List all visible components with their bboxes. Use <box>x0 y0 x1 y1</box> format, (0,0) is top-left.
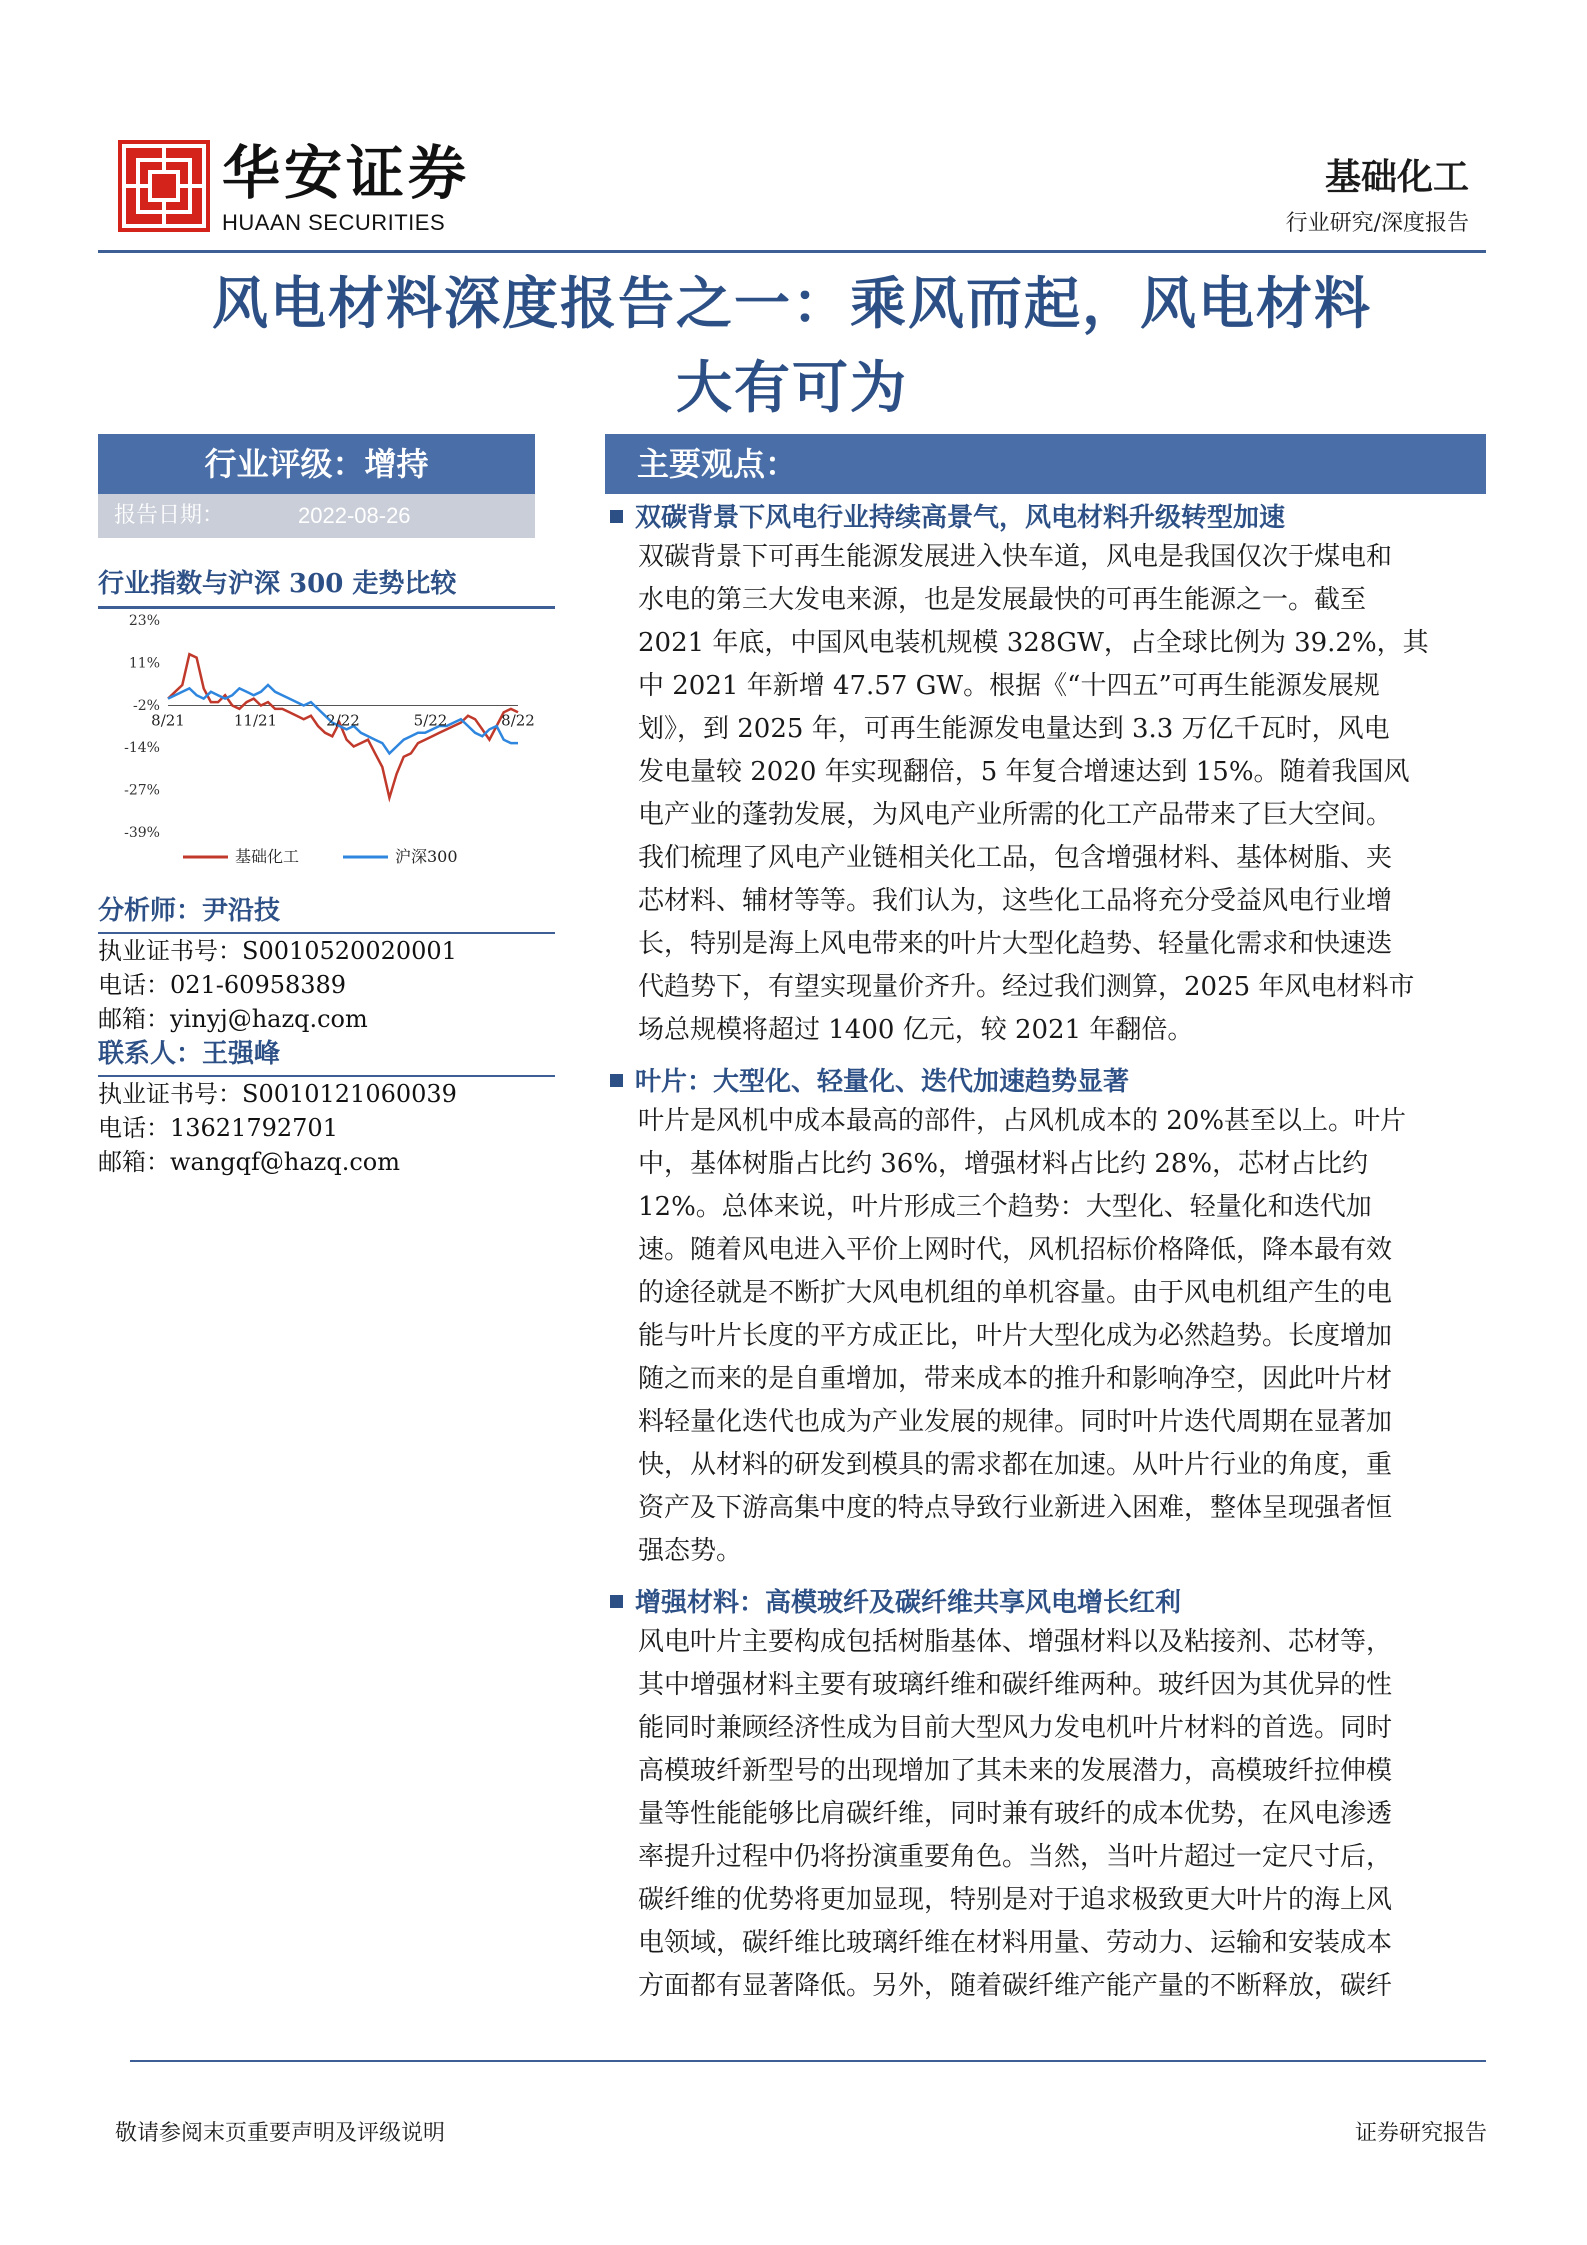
section-2-paragraph <box>610 1100 1462 1573</box>
para-line: 量等性能能够比肩碳纤维，同时兼有玻纤的成本优势，在风电渗透 <box>638 1799 1393 1829</box>
x-tick-label: 8/21 <box>151 711 185 730</box>
para-line: 率提升过程中仍将扮演重要角色。当然，当叶片超过一定尺寸后， <box>638 1842 1393 1872</box>
report-date-bar <box>98 494 535 538</box>
para-line: 电产业的蓬勃发展，为风电产业所需的化工产品带来了巨大空间。 <box>638 800 1393 830</box>
logo-english-name: HUAAN SECURITIES <box>222 210 446 235</box>
para-line: 强态势。 <box>638 1536 743 1566</box>
x-tick-label: 5/22 <box>413 711 448 730</box>
para-line: 风电叶片主要构成包括树脂基体、增强材料以及粘接剂、芯材等， <box>638 1627 1393 1657</box>
para-line: 其中增强材料主要有玻璃纤维和碳纤维两种。玻纤因为其优异的性 <box>638 1670 1393 1700</box>
report-title <box>98 262 1486 430</box>
report-type: 行业研究/深度报告 <box>1285 211 1469 236</box>
analyst-phone: 电话：021-60958389 <box>98 971 347 999</box>
title-line-1: 风电材料深度报告之一：乘风而起，风电材料 <box>212 271 1372 337</box>
report-date-value: 2022-08-26 <box>298 503 411 528</box>
para-line: 方面都有显著降低。另外，随着碳纤维产能产量的不断释放，碳纤 <box>638 1971 1393 2001</box>
section-2-heading-text: 叶片：大型化、轻量化、迭代加速趋势显著 <box>635 1067 1130 1097</box>
legend-label: 基础化工 <box>235 847 300 866</box>
para-line: 代趋势下，有望实现量价齐升。经过我们测算，2025 年风电材料市 <box>638 972 1415 1002</box>
para-line: 中 2021 年新增 47.57 GW。根据《“十四五”可再生能源发展规 <box>638 671 1380 701</box>
para-line: 叶片是风机中成本最高的部件，占风机成本的 20%甚至以上。叶片 <box>638 1106 1407 1136</box>
footer-report-label: 证券研究报告 <box>1354 2121 1487 2146</box>
section-1-paragraph <box>610 536 1462 1052</box>
section-1-heading-text: 双碳背景下风电行业持续高景气，风电材料升级转型加速 <box>635 503 1286 533</box>
para-line: 芯材料、辅材等等。我们认为，这些化工品将充分受益风电行业增 <box>638 886 1393 916</box>
para-line: 料轻量化迭代也成为产业发展的规律。同时叶片迭代周期在显著加 <box>638 1407 1393 1437</box>
title-line-2: 大有可为 <box>676 355 908 421</box>
chart-heading-underline <box>98 606 555 609</box>
bullet-square-icon <box>610 1595 623 1608</box>
para-line: 能与叶片长度的平方成正比，叶片大型化成为必然趋势。长度增加 <box>638 1321 1393 1351</box>
para-line: 碳纤维的优势将更加显现，特别是对于追求极致更大叶片的海上风 <box>638 1885 1393 1915</box>
section-3-heading <box>610 1585 1462 1621</box>
para-line: 随之而来的是自重增加，带来成本的推升和影响净空，因此叶片材 <box>638 1364 1393 1394</box>
para-line: 发电量较 2020 年实现翻倍，5 年复合增速达到 15%。随着我国风 <box>638 757 1410 787</box>
views-body <box>610 500 1462 2008</box>
bullet-square-icon <box>610 1074 623 1087</box>
para-line: 双碳背景下可再生能源发展进入快车道，风电是我国仅次于煤电和 <box>638 542 1393 572</box>
analyst-email[interactable]: 邮箱：yinyj@hazq.com <box>98 1005 368 1033</box>
sector-name: 基础化工 <box>1324 156 1469 198</box>
chart-heading: 行业指数与沪深 300 走势比较 <box>98 569 457 599</box>
x-tick-label: 8/22 <box>501 711 535 730</box>
para-line: 快，从材料的研发到模具的需求都在加速。从叶片行业的角度，重 <box>638 1450 1393 1480</box>
footer-disclaimer-link[interactable]: 敬请参阅末页重要声明及评级说明 <box>115 2121 446 2146</box>
y-tick-label: -2% <box>133 697 160 714</box>
para-line: 场总规模将超过 1400 亿元，较 2021 年翻倍。 <box>638 1015 1194 1045</box>
header-divider <box>98 250 1486 253</box>
para-line: 长，特别是海上风电带来的叶片大型化趋势、轻量化需求和快速迭 <box>638 929 1393 959</box>
section-3-heading-text: 增强材料：高模玻纤及碳纤维共享风电增长红利 <box>635 1588 1182 1618</box>
y-tick-label: 11% <box>128 655 160 672</box>
index-comparison-chart <box>98 610 538 880</box>
para-line: 12%。总体来说，叶片形成三个趋势：大型化、轻量化和迭代加 <box>638 1192 1372 1222</box>
industry-rating: 行业评级：增持 <box>98 434 535 494</box>
main-views-header <box>605 434 1486 494</box>
y-tick-label: -14% <box>124 740 160 757</box>
para-line: 水电的第三大发电来源，也是发展最快的可再生能源之一。截至 <box>638 585 1367 615</box>
logo-chinese-name: 华安证券 <box>222 139 471 207</box>
analyst-heading: 分析师：尹沿技 <box>98 896 281 926</box>
para-line: 速。随着风电进入平价上网时代，风机招标价格降低，降本最有效 <box>638 1235 1393 1265</box>
y-tick-label: -27% <box>124 782 160 799</box>
bullet-square-icon <box>610 510 623 523</box>
contact-email[interactable]: 邮箱：wangqf@hazq.com <box>98 1148 400 1176</box>
legend-label: 沪深300 <box>395 847 458 866</box>
report-date-label: 报告日期： <box>114 503 225 528</box>
section-1-heading <box>610 500 1462 536</box>
para-line: 能同时兼顾经济性成为目前大型风力发电机叶片材料的首选。同时 <box>638 1713 1393 1743</box>
section-2-heading <box>610 1064 1462 1100</box>
footer-divider <box>130 2060 1486 2062</box>
para-line: 的途径就是不断扩大风电机组的单机容量。由于风电机组产生的电 <box>638 1278 1393 1308</box>
y-tick-label: 23% <box>128 613 160 629</box>
para-line: 高模玻纤新型号的出现增加了其未来的发展潜力，高模玻纤拉伸模 <box>638 1756 1393 1786</box>
analyst-cert: 执业证书号：S0010520020001 <box>98 937 457 965</box>
para-line: 资产及下游高集中度的特点导致行业新进入困难，整体呈现强者恒 <box>638 1493 1393 1523</box>
para-line: 划》，到 2025 年，可再生能源发电量达到 3.3 万亿千瓦时，风电 <box>638 714 1390 744</box>
para-line: 2021 年底，中国风电装机规模 328GW，占全球比例为 39.2%，其 <box>638 628 1429 658</box>
contact-cert: 执业证书号：S0010121060039 <box>98 1080 457 1108</box>
x-tick-label: 11/21 <box>233 711 278 730</box>
logo-seal-icon <box>118 140 210 232</box>
x-tick-label: 2/22 <box>326 711 360 730</box>
para-line: 我们梳理了风电产业链相关化工品，包含增强材料、基体树脂、夹 <box>638 843 1393 873</box>
para-line: 中，基体树脂占比约 36%，增强材料占比约 28%，芯材占比约 <box>638 1149 1369 1179</box>
contact-heading: 联系人：王强峰 <box>98 1039 281 1069</box>
y-tick-label: -39% <box>124 825 160 841</box>
contact-phone: 电话：13621792701 <box>98 1114 338 1142</box>
main-views-title: 主要观点： <box>637 445 798 483</box>
section-3-paragraph <box>610 1621 1462 2008</box>
para-line: 电领域，碳纤维比玻璃纤维在材料用量、劳动力、运输和安装成本 <box>638 1928 1393 1958</box>
